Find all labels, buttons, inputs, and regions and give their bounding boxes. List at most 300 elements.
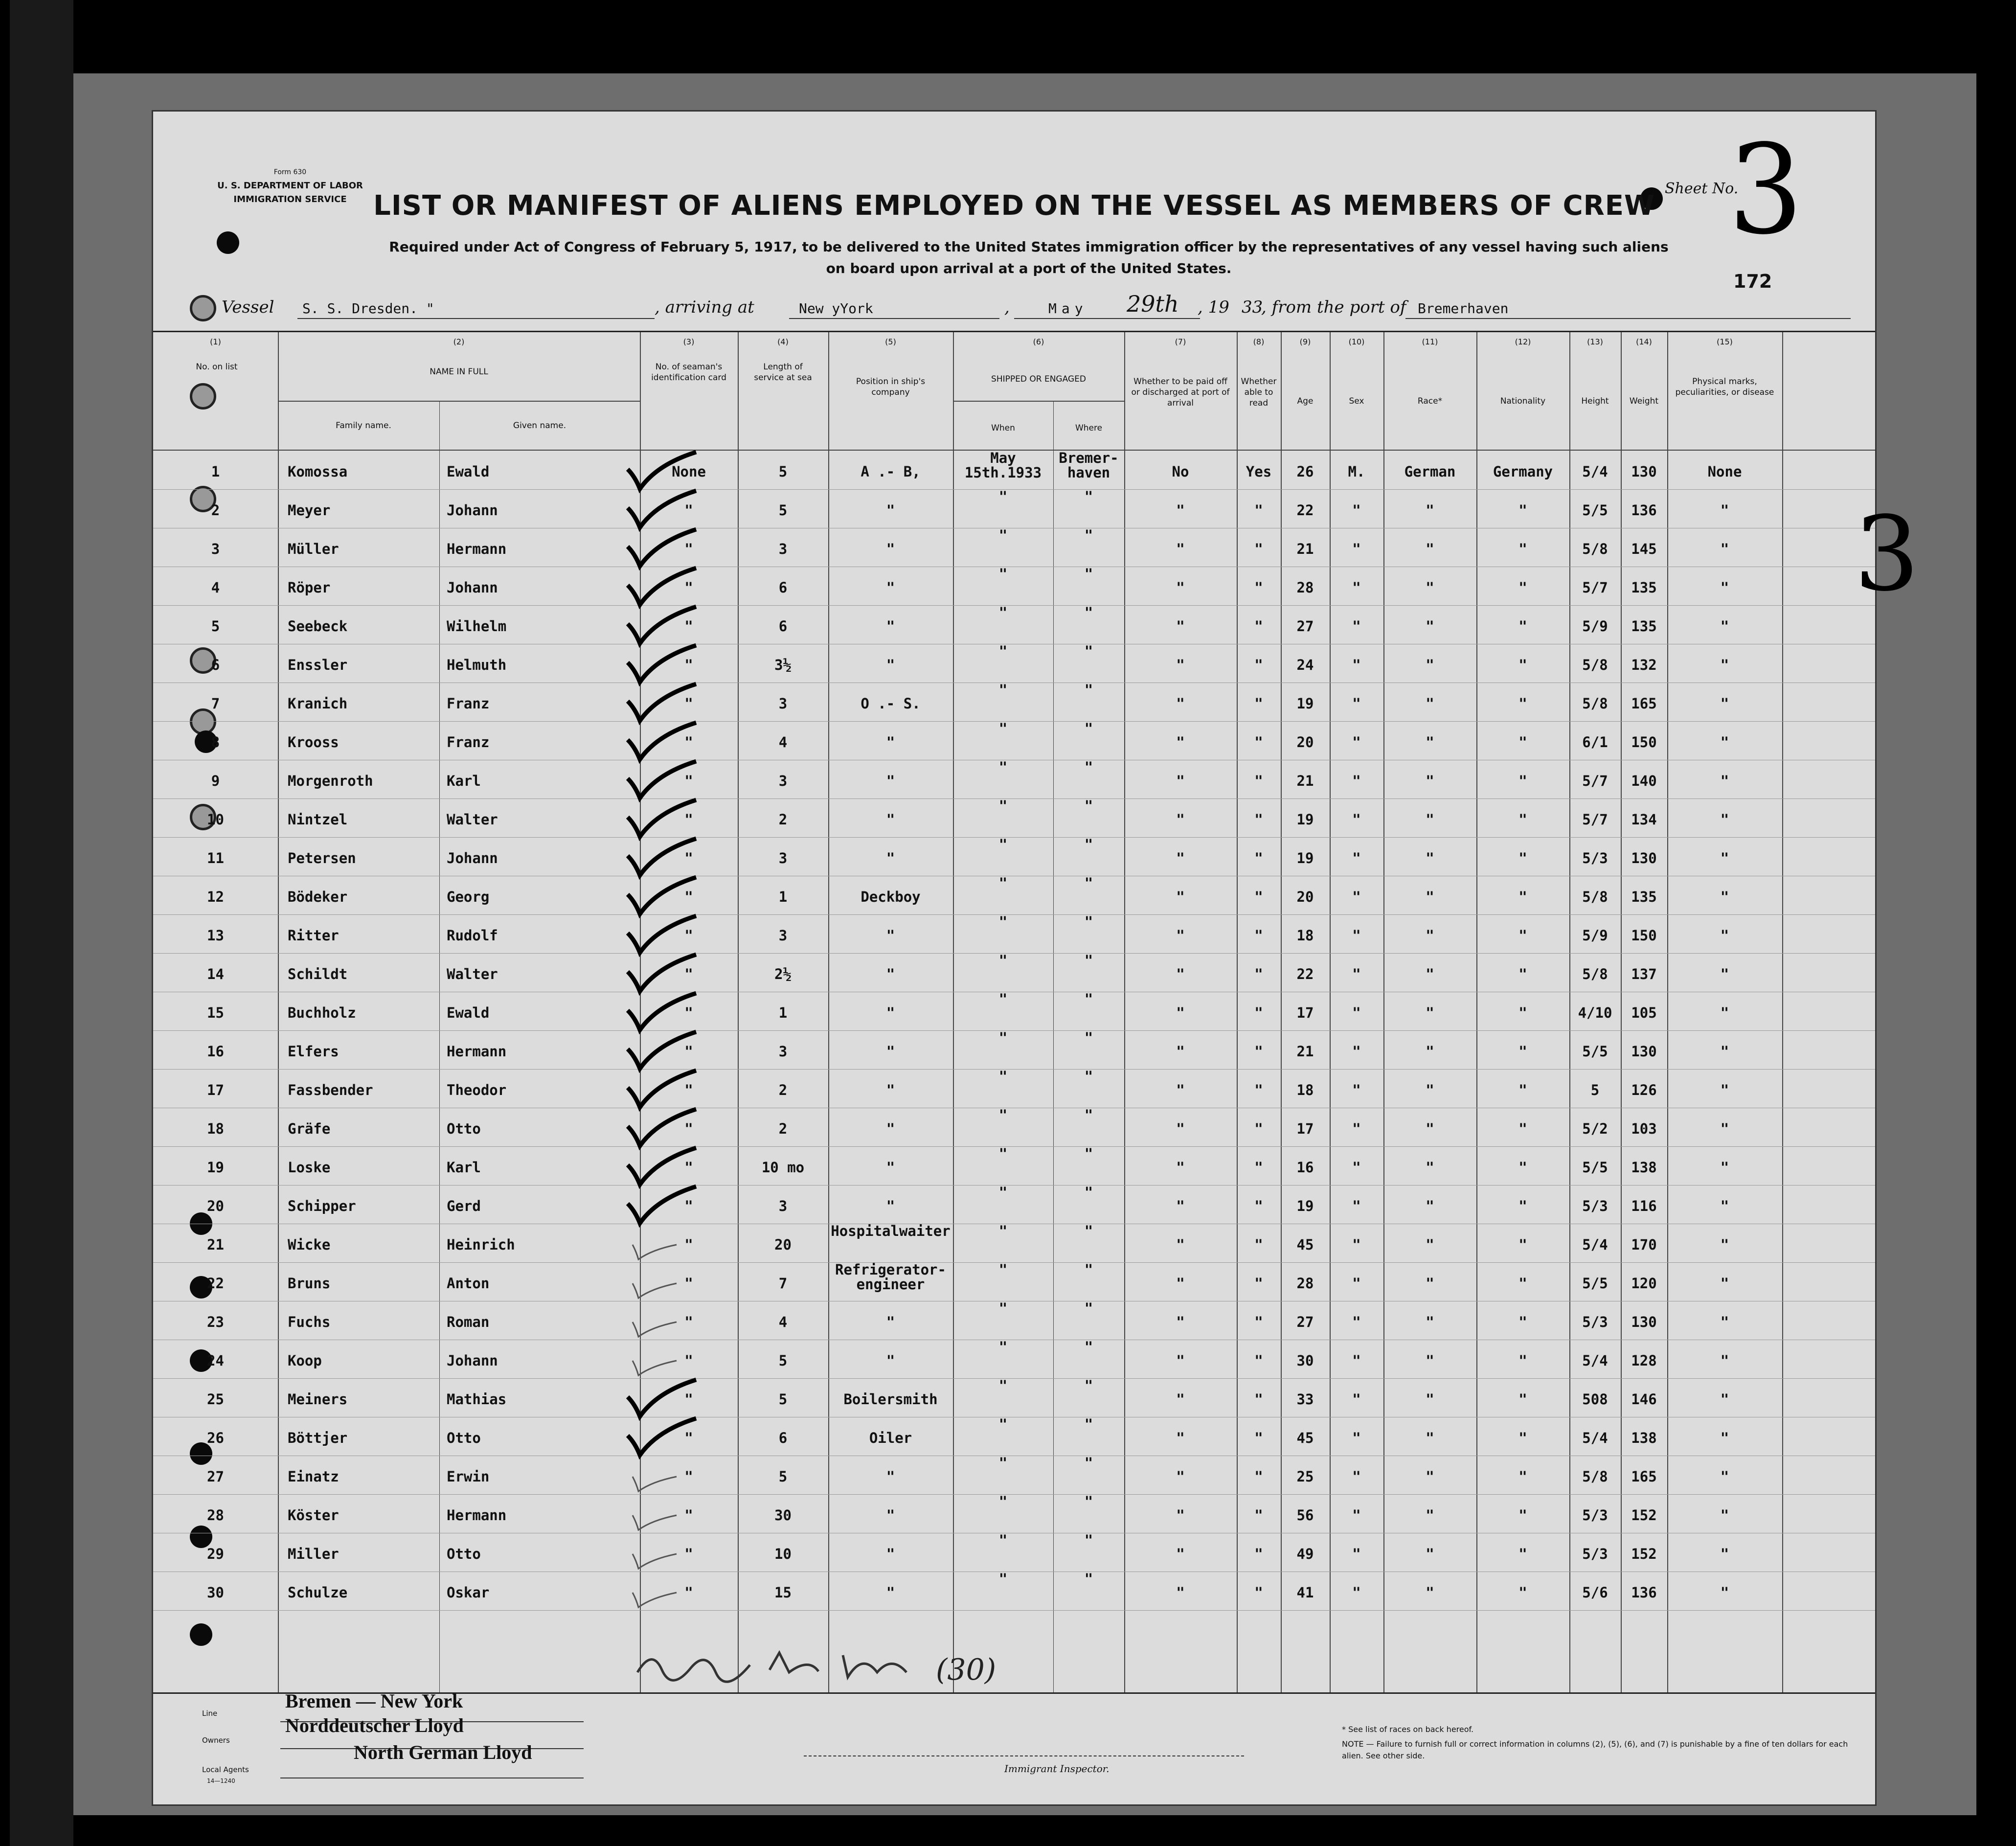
cell-age: 21 <box>1296 773 1314 789</box>
cell-height: 5/4 <box>1582 1236 1608 1253</box>
cell-weight: 130 <box>1631 463 1657 480</box>
cell-paid: " <box>1176 1314 1185 1330</box>
cell-where: " <box>1084 1300 1093 1317</box>
check-mark-icon <box>623 836 701 880</box>
cell-paid: " <box>1176 1546 1185 1562</box>
underline <box>1405 318 1851 319</box>
cell-position: " <box>886 1546 895 1562</box>
row-rule <box>153 1610 1875 1611</box>
cell-height: 5/3 <box>1582 1314 1608 1330</box>
cell-age: 21 <box>1296 1043 1314 1060</box>
cell-no: 7 <box>211 695 220 712</box>
col-head-marks: Physical marks, peculiarities, or disease <box>1675 377 1774 397</box>
cell-when: May 15th.1933 <box>964 450 1042 481</box>
cell-family: Schulze <box>288 1584 348 1601</box>
cell-weight: 146 <box>1631 1391 1657 1408</box>
cell-when: " <box>998 1571 1008 1587</box>
cell-age: 18 <box>1296 927 1314 944</box>
cell-marks: " <box>1720 579 1729 596</box>
cell-no: 17 <box>207 1082 224 1098</box>
cell-read: " <box>1254 1004 1263 1021</box>
cell-position: Refrigerator- engineer <box>835 1261 946 1293</box>
cell-marks: " <box>1720 1159 1729 1176</box>
cell-family: Müller <box>288 541 339 557</box>
cell-weight: 135 <box>1631 889 1657 905</box>
cell-no: 10 <box>207 811 224 828</box>
cell-height: 508 <box>1582 1391 1608 1408</box>
col-head-weight: Weight <box>1629 396 1659 406</box>
cell-weight: 126 <box>1631 1082 1657 1098</box>
cell-card: " <box>684 966 693 982</box>
cell-height: 5/6 <box>1582 1584 1608 1601</box>
col-head-service: Length of service at sea <box>754 362 812 383</box>
cell-read: " <box>1254 1546 1263 1562</box>
cell-sex: " <box>1352 695 1361 712</box>
col-head-card: No. of seaman's identification card <box>651 362 726 383</box>
cell-when: " <box>998 1416 1008 1433</box>
cell-given: Ewald <box>447 463 490 480</box>
cell-card: " <box>684 1430 693 1446</box>
arrival-month: May <box>1048 300 1088 317</box>
check-mark-icon <box>623 1261 701 1305</box>
cell-nat: " <box>1518 811 1527 828</box>
cell-position: " <box>886 1004 895 1021</box>
cell-position: " <box>886 1120 895 1137</box>
cell-service: 5 <box>778 502 788 519</box>
cell-family: Fassbender <box>288 1082 373 1098</box>
cell-no: 9 <box>211 773 220 789</box>
cell-height: 5/4 <box>1582 1430 1608 1446</box>
cell-height: 5/5 <box>1582 1043 1608 1060</box>
cell-weight: 150 <box>1631 927 1657 944</box>
cell-card: " <box>684 695 693 712</box>
agents-value: North German Lloyd <box>354 1741 532 1763</box>
cell-given: Heinrich <box>447 1236 515 1253</box>
cell-race: " <box>1426 889 1434 905</box>
cell-service: 3 <box>778 1198 788 1214</box>
cell-given: Anton <box>447 1275 490 1292</box>
cell-card: " <box>684 1043 693 1060</box>
cell-age: 30 <box>1296 1352 1314 1369</box>
check-mark-icon <box>623 1223 701 1267</box>
cell-sex: " <box>1352 1236 1361 1253</box>
cell-service: 5 <box>778 1468 788 1485</box>
cell-where: " <box>1084 1145 1093 1162</box>
cell-card: " <box>684 1507 693 1524</box>
cell-age: 21 <box>1296 541 1314 557</box>
col-head-name: NAME IN FULL <box>430 367 488 377</box>
cell-sex: " <box>1352 966 1361 982</box>
cell-nat: " <box>1518 1082 1527 1098</box>
form-number: Form 630 <box>273 168 307 176</box>
cell-sex: " <box>1352 811 1361 828</box>
cell-nat: " <box>1518 1546 1527 1562</box>
cell-weight: 135 <box>1631 579 1657 596</box>
cell-nat: " <box>1518 1198 1527 1214</box>
cell-paid: " <box>1176 695 1185 712</box>
cell-race: " <box>1426 1584 1434 1601</box>
crew-table <box>153 331 1875 1694</box>
cell-weight: 136 <box>1631 502 1657 519</box>
cell-age: 33 <box>1296 1391 1314 1408</box>
col-head-where: Where <box>1075 423 1103 433</box>
check-mark-icon <box>623 1107 701 1151</box>
cell-weight: 138 <box>1631 1159 1657 1176</box>
cell-race: " <box>1426 541 1434 557</box>
cell-height: 5/4 <box>1582 1352 1608 1369</box>
sheet-code: 172 <box>1733 271 1772 292</box>
cell-where: " <box>1084 1184 1093 1201</box>
cell-where: " <box>1084 682 1093 698</box>
cell-when: " <box>998 604 1008 621</box>
cell-age: 17 <box>1296 1120 1314 1137</box>
cell-card: " <box>684 850 693 866</box>
cell-sex: " <box>1352 502 1361 519</box>
cell-age: 18 <box>1296 1082 1314 1098</box>
cell-where: " <box>1084 952 1093 969</box>
cell-weight: 145 <box>1631 541 1657 557</box>
cell-marks: " <box>1720 927 1729 944</box>
check-mark-icon <box>623 952 701 996</box>
cell-nat: " <box>1518 579 1527 596</box>
cell-where: " <box>1084 991 1093 1007</box>
cell-no: 6 <box>211 657 220 673</box>
cell-card: " <box>684 1468 693 1485</box>
cell-sex: " <box>1352 1275 1361 1292</box>
cell-sex: " <box>1352 1314 1361 1330</box>
cell-sex: " <box>1352 579 1361 596</box>
cell-nat: " <box>1518 1314 1527 1330</box>
arrival-port: New yYork <box>799 300 873 317</box>
cell-no: 12 <box>207 889 224 905</box>
cell-sex: " <box>1352 1159 1361 1176</box>
separator: , <box>1004 297 1010 317</box>
check-mark-icon <box>623 991 701 1035</box>
service: IMMIGRATION SERVICE <box>233 194 347 205</box>
cell-when: " <box>998 566 1008 582</box>
cell-position: A .- B, <box>861 463 921 480</box>
cell-service: 6 <box>778 618 788 635</box>
cell-no: 22 <box>207 1275 224 1292</box>
cell-no: 14 <box>207 966 224 982</box>
cell-family: Koop <box>288 1352 322 1369</box>
cell-weight: 138 <box>1631 1430 1657 1446</box>
cell-paid: " <box>1176 889 1185 905</box>
col-head-height: Height <box>1581 396 1609 406</box>
cell-when: " <box>998 720 1008 737</box>
cell-given: Otto <box>447 1120 481 1137</box>
cell-race: " <box>1426 1430 1434 1446</box>
cell-where: " <box>1084 1261 1093 1278</box>
name-subdivider <box>439 401 440 1692</box>
cell-card: " <box>684 502 693 519</box>
cell-paid: " <box>1176 734 1185 751</box>
cell-race: " <box>1426 502 1434 519</box>
cell-marks: " <box>1720 1314 1729 1330</box>
cell-card: " <box>684 541 693 557</box>
cell-given: Johann <box>447 850 498 866</box>
cell-age: 19 <box>1296 695 1314 712</box>
cell-read: " <box>1254 811 1263 828</box>
cell-height: 5/3 <box>1582 1507 1608 1524</box>
cell-family: Petersen <box>288 850 356 866</box>
cell-service: 2½ <box>774 966 792 982</box>
cell-service: 4 <box>778 1314 788 1330</box>
col-num-8: (8) <box>1253 337 1265 346</box>
cell-family: Böttjer <box>288 1430 348 1446</box>
shipped-header-line <box>953 401 1124 402</box>
cell-paid: " <box>1176 1468 1185 1485</box>
cell-given: Hermann <box>447 1043 507 1060</box>
cell-when: " <box>998 952 1008 969</box>
cell-weight: 170 <box>1631 1236 1657 1253</box>
cell-given: Theodor <box>447 1082 507 1098</box>
cell-family: Fuchs <box>288 1314 331 1330</box>
col-num-10: (10) <box>1348 337 1365 346</box>
cell-marks: " <box>1720 850 1729 866</box>
col-num-13: (13) <box>1587 337 1603 346</box>
cell-read: " <box>1254 1043 1263 1060</box>
cell-race: " <box>1426 850 1434 866</box>
check-mark-icon <box>623 798 701 842</box>
department: U. S. DEPARTMENT OF LABOR <box>217 181 363 191</box>
sheet-number: 3 <box>1728 118 1803 262</box>
check-mark-icon <box>623 1455 701 1499</box>
cell-nat: " <box>1518 1043 1527 1060</box>
check-mark-icon <box>623 566 701 610</box>
cell-service: 7 <box>778 1275 788 1292</box>
col-head-no: No. on list <box>196 362 238 372</box>
vessel-name: S. S. Dresden. " <box>302 300 434 317</box>
cell-when: " <box>998 1068 1008 1085</box>
cell-race: " <box>1426 579 1434 596</box>
cell-given: Roman <box>447 1314 490 1330</box>
cell-weight: 103 <box>1631 1120 1657 1137</box>
cell-height: 5/8 <box>1582 889 1608 905</box>
check-mark-icon <box>623 1300 701 1344</box>
cell-nat: " <box>1518 1120 1527 1137</box>
cell-paid: " <box>1176 1236 1185 1253</box>
cell-position: " <box>886 1507 895 1524</box>
cell-age: 56 <box>1296 1507 1314 1524</box>
cell-service: 3½ <box>774 657 792 673</box>
check-mark-icon <box>623 682 701 726</box>
check-mark-icon <box>623 1029 701 1073</box>
cell-height: 5 <box>1590 1082 1600 1098</box>
cell-sex: " <box>1352 850 1361 866</box>
cell-card: " <box>684 1159 693 1176</box>
cell-sex: " <box>1352 1120 1361 1137</box>
cell-race: " <box>1426 618 1434 635</box>
cell-paid: " <box>1176 541 1185 557</box>
cell-read: " <box>1254 1275 1263 1292</box>
cell-nat: " <box>1518 1004 1527 1021</box>
cell-sex: " <box>1352 541 1361 557</box>
cell-nat: " <box>1518 1352 1527 1369</box>
cell-service: 3 <box>778 850 788 866</box>
cell-race: " <box>1426 927 1434 944</box>
cell-nat: " <box>1518 1236 1527 1253</box>
cell-weight: 165 <box>1631 695 1657 712</box>
cell-sex: " <box>1352 1546 1361 1562</box>
cell-marks: " <box>1720 1546 1729 1562</box>
cell-when: " <box>998 875 1008 891</box>
cell-where: " <box>1084 1416 1093 1433</box>
inspector-signature-line <box>804 1755 1244 1756</box>
cell-height: 5/8 <box>1582 1468 1608 1485</box>
cell-service: 2 <box>778 1082 788 1098</box>
cell-read: " <box>1254 1430 1263 1446</box>
check-mark-icon <box>623 1571 701 1615</box>
cell-card: " <box>684 1546 693 1562</box>
cell-given: Johann <box>447 579 498 596</box>
check-mark-icon <box>623 450 701 494</box>
col-head-position: Position in ship's company <box>856 377 926 397</box>
cell-marks: " <box>1720 1043 1729 1060</box>
line-label: Line <box>202 1709 218 1718</box>
cell-height: 5/7 <box>1582 773 1608 789</box>
vessel-row <box>182 291 1797 327</box>
cell-position: " <box>886 927 895 944</box>
cell-when: " <box>998 836 1008 853</box>
cell-race: " <box>1426 1468 1434 1485</box>
cell-sex: " <box>1352 657 1361 673</box>
cell-where: " <box>1084 488 1093 505</box>
punch-hole <box>217 231 239 254</box>
cell-read: " <box>1254 657 1263 673</box>
cell-family: Loske <box>288 1159 331 1176</box>
cell-position: " <box>886 1082 895 1098</box>
cell-weight: 116 <box>1631 1198 1657 1214</box>
cell-position: " <box>886 811 895 828</box>
cell-card: " <box>684 1584 693 1601</box>
cell-read: " <box>1254 889 1263 905</box>
cell-nat: " <box>1518 541 1527 557</box>
cell-age: 28 <box>1296 1275 1314 1292</box>
cell-paid: " <box>1176 502 1185 519</box>
cell-read: " <box>1254 1314 1263 1330</box>
cell-marks: " <box>1720 734 1729 751</box>
cell-no: 16 <box>207 1043 224 1060</box>
cell-no: 19 <box>207 1159 224 1176</box>
cell-race: " <box>1426 1275 1434 1292</box>
cell-sex: " <box>1352 773 1361 789</box>
cell-nat: " <box>1518 1430 1527 1446</box>
cell-no: 11 <box>207 850 224 866</box>
cell-card: None <box>672 463 706 480</box>
cell-height: 5/3 <box>1582 1198 1608 1214</box>
cell-family: Gräfe <box>288 1120 331 1137</box>
column-divider <box>1782 332 1783 1692</box>
cell-family: Komossa <box>288 463 348 480</box>
cell-height: 5/8 <box>1582 695 1608 712</box>
underline <box>1014 318 1200 319</box>
cell-service: 3 <box>778 695 788 712</box>
cell-when: " <box>998 1145 1008 1162</box>
cell-nat: " <box>1518 734 1527 751</box>
col-head-nationality: Nationality <box>1500 396 1546 406</box>
cell-paid: " <box>1176 1391 1185 1408</box>
cell-height: 5/3 <box>1582 1546 1608 1562</box>
name-header-line <box>278 401 640 402</box>
cell-race: " <box>1426 1546 1434 1562</box>
cell-age: 19 <box>1296 850 1314 866</box>
cell-given: Franz <box>447 734 490 751</box>
cell-age: 49 <box>1296 1546 1314 1562</box>
cell-read: " <box>1254 1236 1263 1253</box>
cell-when: " <box>998 488 1008 505</box>
cell-position: " <box>886 1314 895 1330</box>
check-mark-icon <box>623 1145 701 1189</box>
cell-nat: " <box>1518 1507 1527 1524</box>
cell-given: Helmuth <box>447 657 507 673</box>
cell-paid: " <box>1176 1275 1185 1292</box>
races-note: * See list of races on back hereof. <box>1342 1725 1474 1734</box>
cell-given: Hermann <box>447 541 507 557</box>
line-value: Bremen — New York <box>285 1690 463 1712</box>
cell-no: 2 <box>211 502 220 519</box>
cell-no: 29 <box>207 1546 224 1562</box>
cell-card: " <box>684 889 693 905</box>
cell-marks: " <box>1720 1468 1729 1485</box>
cell-marks: " <box>1720 502 1729 519</box>
cell-sex: " <box>1352 889 1361 905</box>
cell-position: " <box>886 1043 895 1060</box>
cell-given: Otto <box>447 1430 481 1446</box>
cell-no: 20 <box>207 1198 224 1214</box>
cell-race: " <box>1426 966 1434 982</box>
check-mark-icon <box>623 527 701 571</box>
col-num-3: (3) <box>683 337 695 346</box>
cell-where: " <box>1084 759 1093 775</box>
cell-where: " <box>1084 836 1093 853</box>
check-mark-icon <box>623 1416 701 1460</box>
cell-when: " <box>998 759 1008 775</box>
cell-position: " <box>886 1198 895 1214</box>
cell-marks: " <box>1720 541 1729 557</box>
cell-service: 6 <box>778 579 788 596</box>
cell-when: " <box>998 798 1008 814</box>
cell-height: 5/8 <box>1582 657 1608 673</box>
col-num-9: (9) <box>1299 337 1311 346</box>
col-num-2: (2) <box>453 337 465 346</box>
cell-service: 2 <box>778 1120 788 1137</box>
cell-card: " <box>684 773 693 789</box>
cell-no: 24 <box>207 1352 224 1369</box>
cell-age: 22 <box>1296 502 1314 519</box>
cell-position: " <box>886 1584 895 1601</box>
cell-when: " <box>998 1339 1008 1355</box>
cell-position: " <box>886 734 895 751</box>
cell-when: " <box>998 913 1008 930</box>
cell-card: " <box>684 1314 693 1330</box>
cell-read: " <box>1254 1507 1263 1524</box>
cell-no: 1 <box>211 463 220 480</box>
cell-paid: " <box>1176 579 1185 596</box>
cell-height: 5/9 <box>1582 618 1608 635</box>
cell-position: " <box>886 618 895 635</box>
cell-service: 3 <box>778 927 788 944</box>
cell-when: " <box>998 1455 1008 1471</box>
binder-strip <box>10 0 73 1846</box>
col-num-14: (14) <box>1636 337 1652 346</box>
cell-weight: 105 <box>1631 1004 1657 1021</box>
cell-sex: " <box>1352 1507 1361 1524</box>
cell-race: German <box>1404 463 1456 480</box>
col-head-age: Age <box>1297 396 1314 406</box>
cell-nat: " <box>1518 966 1527 982</box>
col-head-shipped: SHIPPED OR ENGAGED <box>991 374 1086 384</box>
